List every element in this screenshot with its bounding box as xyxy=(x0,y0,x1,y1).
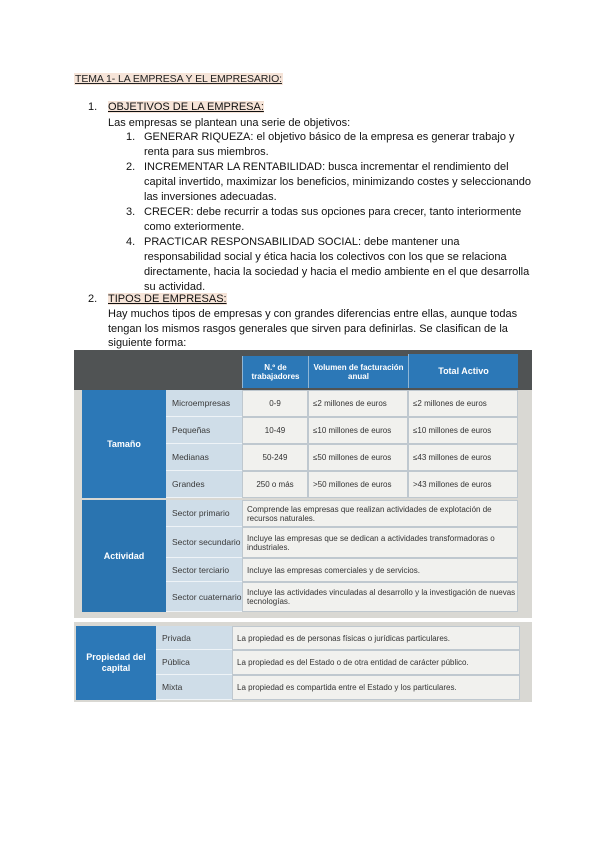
cell-assets: ≤10 millones de euros xyxy=(408,417,518,444)
cell-volume: ≤10 millones de euros xyxy=(308,417,408,444)
row-label-sector-secundario: Sector secundario xyxy=(166,527,242,558)
row-label-medianas: Medianas xyxy=(166,444,242,471)
cell-assets: ≤43 millones de euros xyxy=(408,444,518,471)
section-1-heading xyxy=(88,101,264,113)
cell-description: La propiedad es compartida entre el Estado y los particulares. xyxy=(232,675,520,700)
cell-description: Comprende las empresas que realizan actividades de explotación de recursos naturales. xyxy=(242,500,518,527)
row-label-pequenas: Pequeñas xyxy=(166,417,242,444)
section-2-intro: Hay muchos tipos de empresas y con grandes diferencias entre ellas, aunque todas tengan los mismos rasgos generales que sirven para definirlas. Se clasifican de la siguiente forma: xyxy=(108,308,518,349)
cell-assets: ≤2 millones de euros xyxy=(408,390,518,417)
cell-volume: >50 millones de euros xyxy=(308,471,408,498)
company-types-table-image xyxy=(74,350,532,618)
cell-assets: >43 millones de euros xyxy=(408,471,518,498)
section-1-intro: Las empresas se plantean una serie de objetivos: xyxy=(108,117,351,129)
cell-workers: 10-49 xyxy=(242,417,308,444)
row-label-sector-primario: Sector primario xyxy=(166,500,242,527)
list-item: 2. INCREMENTAR LA RENTABILIDAD: busca incrementar el rendimiento del capital invertido, maximizar los beneficios, minimizando costes y seleccionando las inversiones adecuadas. xyxy=(126,161,532,203)
capital-ownership-table-image xyxy=(74,622,532,702)
cell-description: La propiedad es del Estado o de otra entidad de carácter público. xyxy=(232,650,520,675)
cell-description: Incluye las empresas comerciales y de servicios. xyxy=(242,558,518,582)
row-label-publica: Pública xyxy=(156,650,232,675)
row-label-mixta: Mixta xyxy=(156,675,232,700)
header-workers: N.º de trabajadores xyxy=(242,356,308,388)
cell-description: Incluye las empresas que se dedican a actividades transformadoras o industriales. xyxy=(242,527,518,558)
header-assets: Total Activo xyxy=(408,354,518,388)
category-propiedad-capital: Propiedad del capital xyxy=(76,626,156,700)
objectives-list xyxy=(126,130,536,295)
cell-volume: ≤50 millones de euros xyxy=(308,444,408,471)
cell-volume: ≤2 millones de euros xyxy=(308,390,408,417)
cell-description: La propiedad es de personas físicas o jurídicas particulares. xyxy=(232,626,520,650)
row-label-grandes: Grandes xyxy=(166,471,242,498)
row-label-sector-cuaternario: Sector cuaternario xyxy=(166,582,242,612)
header-volume: Volumen de facturación anual xyxy=(308,356,408,388)
cell-workers: 250 o más xyxy=(242,471,308,498)
category-actividad: Actividad xyxy=(82,500,166,612)
section-1-title: OBJETIVOS DE LA EMPRESA: xyxy=(108,101,264,113)
section-2-title: TIPOS DE EMPRESAS: xyxy=(108,293,227,305)
cell-description: Incluye las actividades vinculadas al desarrollo y la investigación de nuevas tecnologías. xyxy=(242,582,518,612)
row-label-privada: Privada xyxy=(156,626,232,650)
list-item: 1. GENERAR RIQUEZA: el objetivo básico de la empresa es generar trabajo y renta para sus miembros. xyxy=(126,131,515,158)
cell-workers: 50-249 xyxy=(242,444,308,471)
category-tamano: Tamaño xyxy=(82,390,166,498)
section-2-heading xyxy=(88,293,227,305)
row-label-microempresas: Microempresas xyxy=(166,390,242,417)
section-1-number: 1. xyxy=(88,101,98,113)
list-item: 3. CRECER: debe recurrir a todas sus opciones para crecer, tanto interiormente como exteriormente. xyxy=(126,206,522,233)
list-item: 4. PRACTICAR RESPONSABILIDAD SOCIAL: debe mantener una responsabilidad social y ética hacia los colectivos con los que se relaciona directamente, hacia la sociedad y hacia el medio ambiente en el que desarrolla su actividad. xyxy=(126,236,530,293)
document-title: TEMA 1- LA EMPRESA Y EL EMPRESARIO: xyxy=(75,73,282,85)
section-2-number: 2. xyxy=(88,293,98,305)
cell-workers: 0-9 xyxy=(242,390,308,417)
row-label-sector-terciario: Sector terciario xyxy=(166,558,242,582)
